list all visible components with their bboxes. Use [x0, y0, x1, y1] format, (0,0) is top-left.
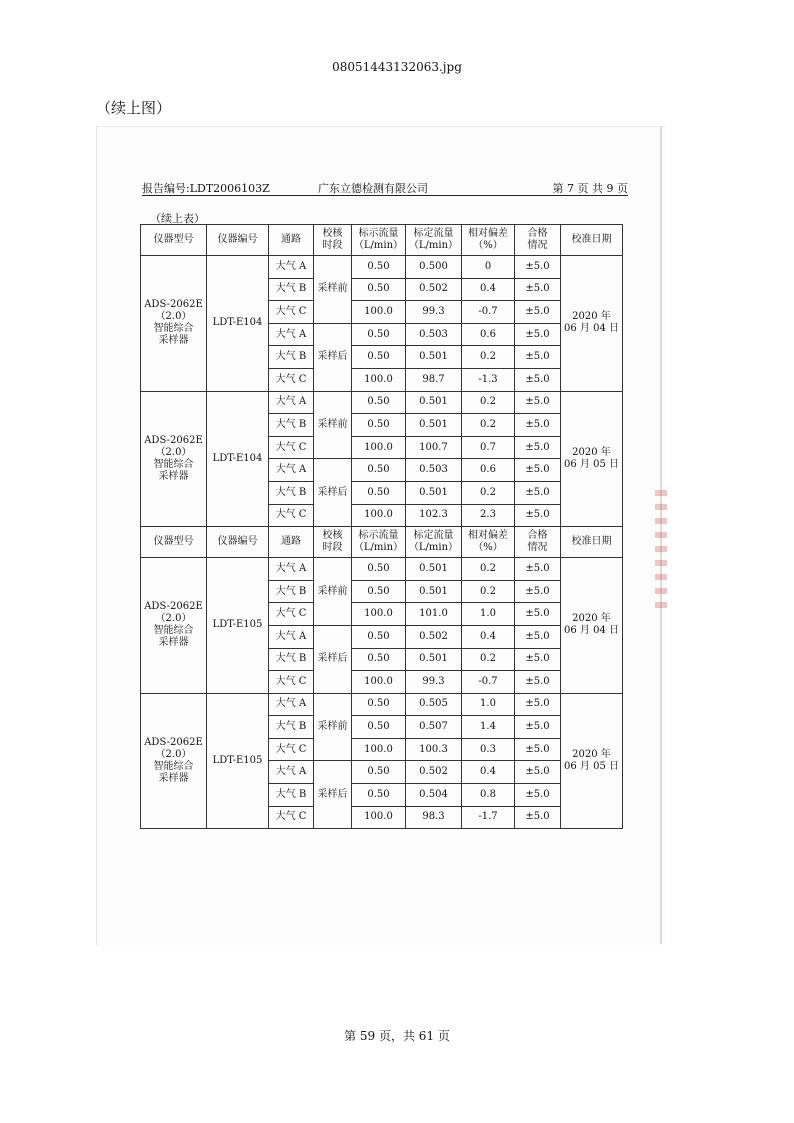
col-header-qualified	[515, 225, 561, 256]
deviation-cell: 0.2	[462, 481, 515, 504]
instrument-model-line: ADS-2062E	[144, 434, 203, 446]
channel-cell: 大气 A	[269, 761, 314, 784]
instrument-model-line: ADS-2062E	[144, 299, 203, 311]
col-header-deviation-line2: （%）	[473, 240, 503, 251]
calibrated-flow-cell: 0.502	[406, 761, 462, 784]
deviation-cell: 0.7	[462, 436, 515, 459]
calibrated-flow-cell: 0.501	[406, 580, 462, 603]
instrument-model-line: （2.0）	[155, 446, 192, 458]
indicated-flow-cell: 100.0	[352, 368, 406, 391]
instrument-model-line: 智能综合	[153, 458, 194, 470]
calibration-table	[140, 224, 623, 829]
qualified-cell: ±5.0	[515, 459, 561, 482]
header-row	[141, 527, 623, 558]
col-header-period-line2: 时段	[322, 240, 343, 251]
calibration-date-line: 2020 年	[572, 446, 611, 458]
file-name: 08051443132063.jpg	[332, 60, 462, 74]
instrument-model-line: （2.0）	[155, 748, 192, 760]
col-header-calibrated-line2: （L/min）	[408, 542, 459, 554]
calibrated-flow-cell: 100.3	[406, 738, 462, 761]
col-header-qualified	[515, 527, 561, 558]
instrument-model-line: 采样器	[158, 637, 189, 649]
col-header-date: 校准日期	[561, 225, 623, 256]
indicated-flow-cell: 0.50	[352, 414, 406, 437]
col-header-qualified-line1: 合格	[527, 228, 548, 239]
instrument-model-cell	[141, 693, 207, 829]
deviation-cell: 0.4	[462, 761, 515, 784]
calibrated-flow-cell: 0.501	[406, 414, 462, 437]
deviation-cell: 0.6	[462, 323, 515, 346]
channel-cell: 大气 A	[269, 256, 314, 279]
channel-cell: 大气 B	[269, 580, 314, 603]
calibration-date-line: 2020 年	[572, 311, 611, 323]
calibrated-flow-cell: 0.502	[406, 278, 462, 301]
calibration-date-cell	[561, 693, 623, 829]
qualified-cell: ±5.0	[515, 806, 561, 829]
period-cell: 采样后	[314, 761, 352, 829]
qualified-cell: ±5.0	[515, 558, 561, 581]
col-header-indicated-line2: （L/min）	[353, 240, 404, 251]
indicated-flow-cell: 0.50	[352, 648, 406, 671]
table-row	[141, 391, 623, 414]
channel-cell: 大气 A	[269, 558, 314, 581]
calibrated-flow-cell: 0.505	[406, 693, 462, 716]
calibrated-flow-cell: 100.7	[406, 436, 462, 459]
deviation-cell: 0	[462, 256, 515, 279]
deviation-cell: -1.7	[462, 806, 515, 829]
qualified-cell: ±5.0	[515, 716, 561, 739]
calibrated-flow-cell: 0.503	[406, 323, 462, 346]
indicated-flow-cell: 0.50	[352, 558, 406, 581]
qualified-cell: ±5.0	[515, 368, 561, 391]
channel-cell: 大气 A	[269, 391, 314, 414]
calibration-date-line: 06 月 05 日	[564, 458, 619, 470]
deviation-cell: 0.3	[462, 738, 515, 761]
indicated-flow-cell: 100.0	[352, 301, 406, 324]
period-cell: 采样后	[314, 625, 352, 693]
instrument-model-line: （2.0）	[155, 613, 192, 625]
channel-cell: 大气 C	[269, 436, 314, 459]
indicated-flow-cell: 0.50	[352, 346, 406, 369]
instrument-model-cell	[141, 391, 207, 527]
calibrated-flow-cell: 0.501	[406, 481, 462, 504]
calibrated-flow-cell: 0.504	[406, 784, 462, 807]
indicated-flow-cell: 100.0	[352, 671, 406, 694]
deviation-cell: 0.2	[462, 648, 515, 671]
channel-cell: 大气 C	[269, 603, 314, 626]
header-row	[141, 225, 623, 256]
calibrated-flow-cell: 101.0	[406, 603, 462, 626]
qualified-cell: ±5.0	[515, 481, 561, 504]
channel-cell: 大气 C	[269, 671, 314, 694]
col-header-calibrated-line2: （L/min）	[408, 240, 459, 251]
seal-stamp-edge	[655, 490, 667, 610]
deviation-cell: 0.8	[462, 784, 515, 807]
channel-cell: 大气 C	[269, 738, 314, 761]
deviation-cell: 1.0	[462, 603, 515, 626]
instrument-serial-cell: LDT-E104	[207, 256, 269, 392]
instrument-model-line: ADS-2062E	[144, 601, 203, 613]
instrument-model-cell	[141, 256, 207, 392]
qualified-cell: ±5.0	[515, 580, 561, 603]
qualified-cell: ±5.0	[515, 414, 561, 437]
calibration-date-line: 2020 年	[572, 748, 611, 760]
table-row	[141, 256, 623, 279]
indicated-flow-cell: 0.50	[352, 459, 406, 482]
col-header-calibrated-line1: 标定流量	[413, 228, 454, 239]
col-header-deviation	[462, 527, 515, 558]
indicated-flow-cell: 0.50	[352, 693, 406, 716]
col-header-indicated-line1: 标示流量	[358, 228, 399, 239]
col-header-model: 仪器型号	[141, 225, 207, 256]
indicated-flow-cell: 0.50	[352, 625, 406, 648]
channel-cell: 大气 B	[269, 414, 314, 437]
col-header-period	[314, 527, 352, 558]
continuation-title: （续上图）	[96, 99, 172, 117]
qualified-cell: ±5.0	[515, 323, 561, 346]
instrument-model-line: 智能综合	[153, 760, 194, 772]
channel-cell: 大气 C	[269, 301, 314, 324]
deviation-cell: -1.3	[462, 368, 515, 391]
channel-cell: 大气 A	[269, 625, 314, 648]
calibrated-flow-cell: 99.3	[406, 671, 462, 694]
qualified-cell: ±5.0	[515, 648, 561, 671]
instrument-model-line: （2.0）	[155, 311, 192, 323]
table-row	[141, 558, 623, 581]
calibrated-flow-cell: 0.501	[406, 346, 462, 369]
col-header-qualified-line2: 情况	[527, 240, 548, 251]
report-number: 报告编号:LDT2006103Z	[142, 182, 270, 195]
channel-cell: 大气 A	[269, 459, 314, 482]
channel-cell: 大气 B	[269, 481, 314, 504]
channel-cell: 大气 C	[269, 504, 314, 527]
instrument-model-line: 采样器	[158, 335, 189, 347]
channel-cell: 大气 B	[269, 784, 314, 807]
indicated-flow-cell: 0.50	[352, 323, 406, 346]
period-cell: 采样前	[314, 256, 352, 324]
instrument-serial-cell: LDT-E105	[207, 693, 269, 829]
calibrated-flow-cell: 98.7	[406, 368, 462, 391]
indicated-flow-cell: 100.0	[352, 806, 406, 829]
col-header-calibrated-flow	[406, 527, 462, 558]
period-cell: 采样前	[314, 558, 352, 626]
qualified-cell: ±5.0	[515, 278, 561, 301]
col-header-indicated-flow	[352, 225, 406, 256]
deviation-cell: 0.4	[462, 625, 515, 648]
col-header-period-line2: 时段	[322, 542, 343, 554]
channel-cell: 大气 B	[269, 278, 314, 301]
deviation-cell: 0.2	[462, 558, 515, 581]
report-page: 第 7 页 共 9 页	[552, 182, 628, 195]
indicated-flow-cell: 0.50	[352, 784, 406, 807]
qualified-cell: ±5.0	[515, 671, 561, 694]
calibrated-flow-cell: 0.500	[406, 256, 462, 279]
company-name: 广东立德检测有限公司	[318, 182, 428, 195]
col-header-period	[314, 225, 352, 256]
deviation-cell: 0.2	[462, 414, 515, 437]
table-subtitle: （续上表）	[150, 212, 205, 225]
calibration-date-cell	[561, 391, 623, 527]
channel-cell: 大气 B	[269, 648, 314, 671]
instrument-serial-cell: LDT-E104	[207, 391, 269, 527]
qualified-cell: ±5.0	[515, 504, 561, 527]
qualified-cell: ±5.0	[515, 391, 561, 414]
deviation-cell: 2.3	[462, 504, 515, 527]
calibrated-flow-cell: 0.501	[406, 391, 462, 414]
deviation-cell: 0.2	[462, 580, 515, 603]
channel-cell: 大气 B	[269, 716, 314, 739]
channel-cell: 大气 C	[269, 368, 314, 391]
table-row	[141, 693, 623, 716]
qualified-cell: ±5.0	[515, 436, 561, 459]
calibration-date-line: 2020 年	[572, 613, 611, 625]
period-cell: 采样前	[314, 391, 352, 459]
col-header-qualified-line2: 情况	[527, 542, 548, 554]
deviation-cell: 1.0	[462, 693, 515, 716]
col-header-period-line1: 校核	[322, 530, 343, 542]
qualified-cell: ±5.0	[515, 784, 561, 807]
instrument-serial-cell: LDT-E105	[207, 558, 269, 694]
qualified-cell: ±5.0	[515, 346, 561, 369]
calibrated-flow-cell: 0.501	[406, 648, 462, 671]
qualified-cell: ±5.0	[515, 256, 561, 279]
indicated-flow-cell: 0.50	[352, 256, 406, 279]
deviation-cell: 0.6	[462, 459, 515, 482]
indicated-flow-cell: 100.0	[352, 603, 406, 626]
calibrated-flow-cell: 0.507	[406, 716, 462, 739]
instrument-model-cell	[141, 558, 207, 694]
indicated-flow-cell: 0.50	[352, 391, 406, 414]
indicated-flow-cell: 0.50	[352, 481, 406, 504]
col-header-deviation-line1: 相对偏差	[468, 228, 508, 239]
col-header-serial: 仪器编号	[207, 527, 269, 558]
period-cell: 采样后	[314, 459, 352, 527]
col-header-calibrated-line1: 标定流量	[413, 530, 454, 542]
calibration-date-cell	[561, 558, 623, 694]
calibration-date-line: 06 月 04 日	[564, 323, 619, 335]
instrument-model-line: ADS-2062E	[144, 736, 203, 748]
indicated-flow-cell: 100.0	[352, 436, 406, 459]
indicated-flow-cell: 0.50	[352, 580, 406, 603]
col-header-period-line1: 校核	[322, 228, 343, 239]
instrument-model-line: 智能综合	[153, 323, 194, 335]
calibrated-flow-cell: 0.501	[406, 558, 462, 581]
period-cell: 采样前	[314, 693, 352, 761]
indicated-flow-cell: 100.0	[352, 504, 406, 527]
calibration-date-line: 06 月 04 日	[564, 625, 619, 637]
col-header-calibrated-flow	[406, 225, 462, 256]
qualified-cell: ±5.0	[515, 603, 561, 626]
col-header-date: 校准日期	[561, 527, 623, 558]
qualified-cell: ±5.0	[515, 693, 561, 716]
channel-cell: 大气 C	[269, 806, 314, 829]
col-header-deviation-line1: 相对偏差	[468, 530, 508, 542]
qualified-cell: ±5.0	[515, 625, 561, 648]
calibration-date-line: 06 月 05 日	[564, 760, 619, 772]
instrument-model-line: 采样器	[158, 772, 189, 784]
page-footer: 第 59 页，共 61 页	[344, 1029, 450, 1043]
calibrated-flow-cell: 102.3	[406, 504, 462, 527]
channel-cell: 大气 A	[269, 693, 314, 716]
calibration-date-cell	[561, 256, 623, 392]
col-header-deviation-line2: （%）	[473, 542, 503, 554]
col-header-channel: 通路	[269, 225, 314, 256]
col-header-model: 仪器型号	[141, 527, 207, 558]
col-header-qualified-line1: 合格	[527, 530, 548, 542]
period-cell: 采样后	[314, 323, 352, 391]
indicated-flow-cell: 0.50	[352, 278, 406, 301]
indicated-flow-cell: 100.0	[352, 738, 406, 761]
col-header-indicated-line2: （L/min）	[353, 542, 404, 554]
indicated-flow-cell: 0.50	[352, 761, 406, 784]
deviation-cell: 0.2	[462, 346, 515, 369]
calibrated-flow-cell: 98.3	[406, 806, 462, 829]
instrument-model-line: 智能综合	[153, 625, 194, 637]
qualified-cell: ±5.0	[515, 761, 561, 784]
col-header-channel: 通路	[269, 527, 314, 558]
col-header-indicated-flow	[352, 527, 406, 558]
deviation-cell: -0.7	[462, 671, 515, 694]
col-header-deviation	[462, 225, 515, 256]
deviation-cell: 0.2	[462, 391, 515, 414]
deviation-cell: 0.4	[462, 278, 515, 301]
channel-cell: 大气 A	[269, 323, 314, 346]
deviation-cell: -0.7	[462, 301, 515, 324]
col-header-indicated-line1: 标示流量	[358, 530, 399, 542]
col-header-serial: 仪器编号	[207, 225, 269, 256]
qualified-cell: ±5.0	[515, 301, 561, 324]
indicated-flow-cell: 0.50	[352, 716, 406, 739]
header-rule	[142, 195, 628, 196]
deviation-cell: 1.4	[462, 716, 515, 739]
instrument-model-line: 采样器	[158, 470, 189, 482]
calibrated-flow-cell: 0.503	[406, 459, 462, 482]
qualified-cell: ±5.0	[515, 738, 561, 761]
calibrated-flow-cell: 0.502	[406, 625, 462, 648]
calibrated-flow-cell: 99.3	[406, 301, 462, 324]
channel-cell: 大气 B	[269, 346, 314, 369]
